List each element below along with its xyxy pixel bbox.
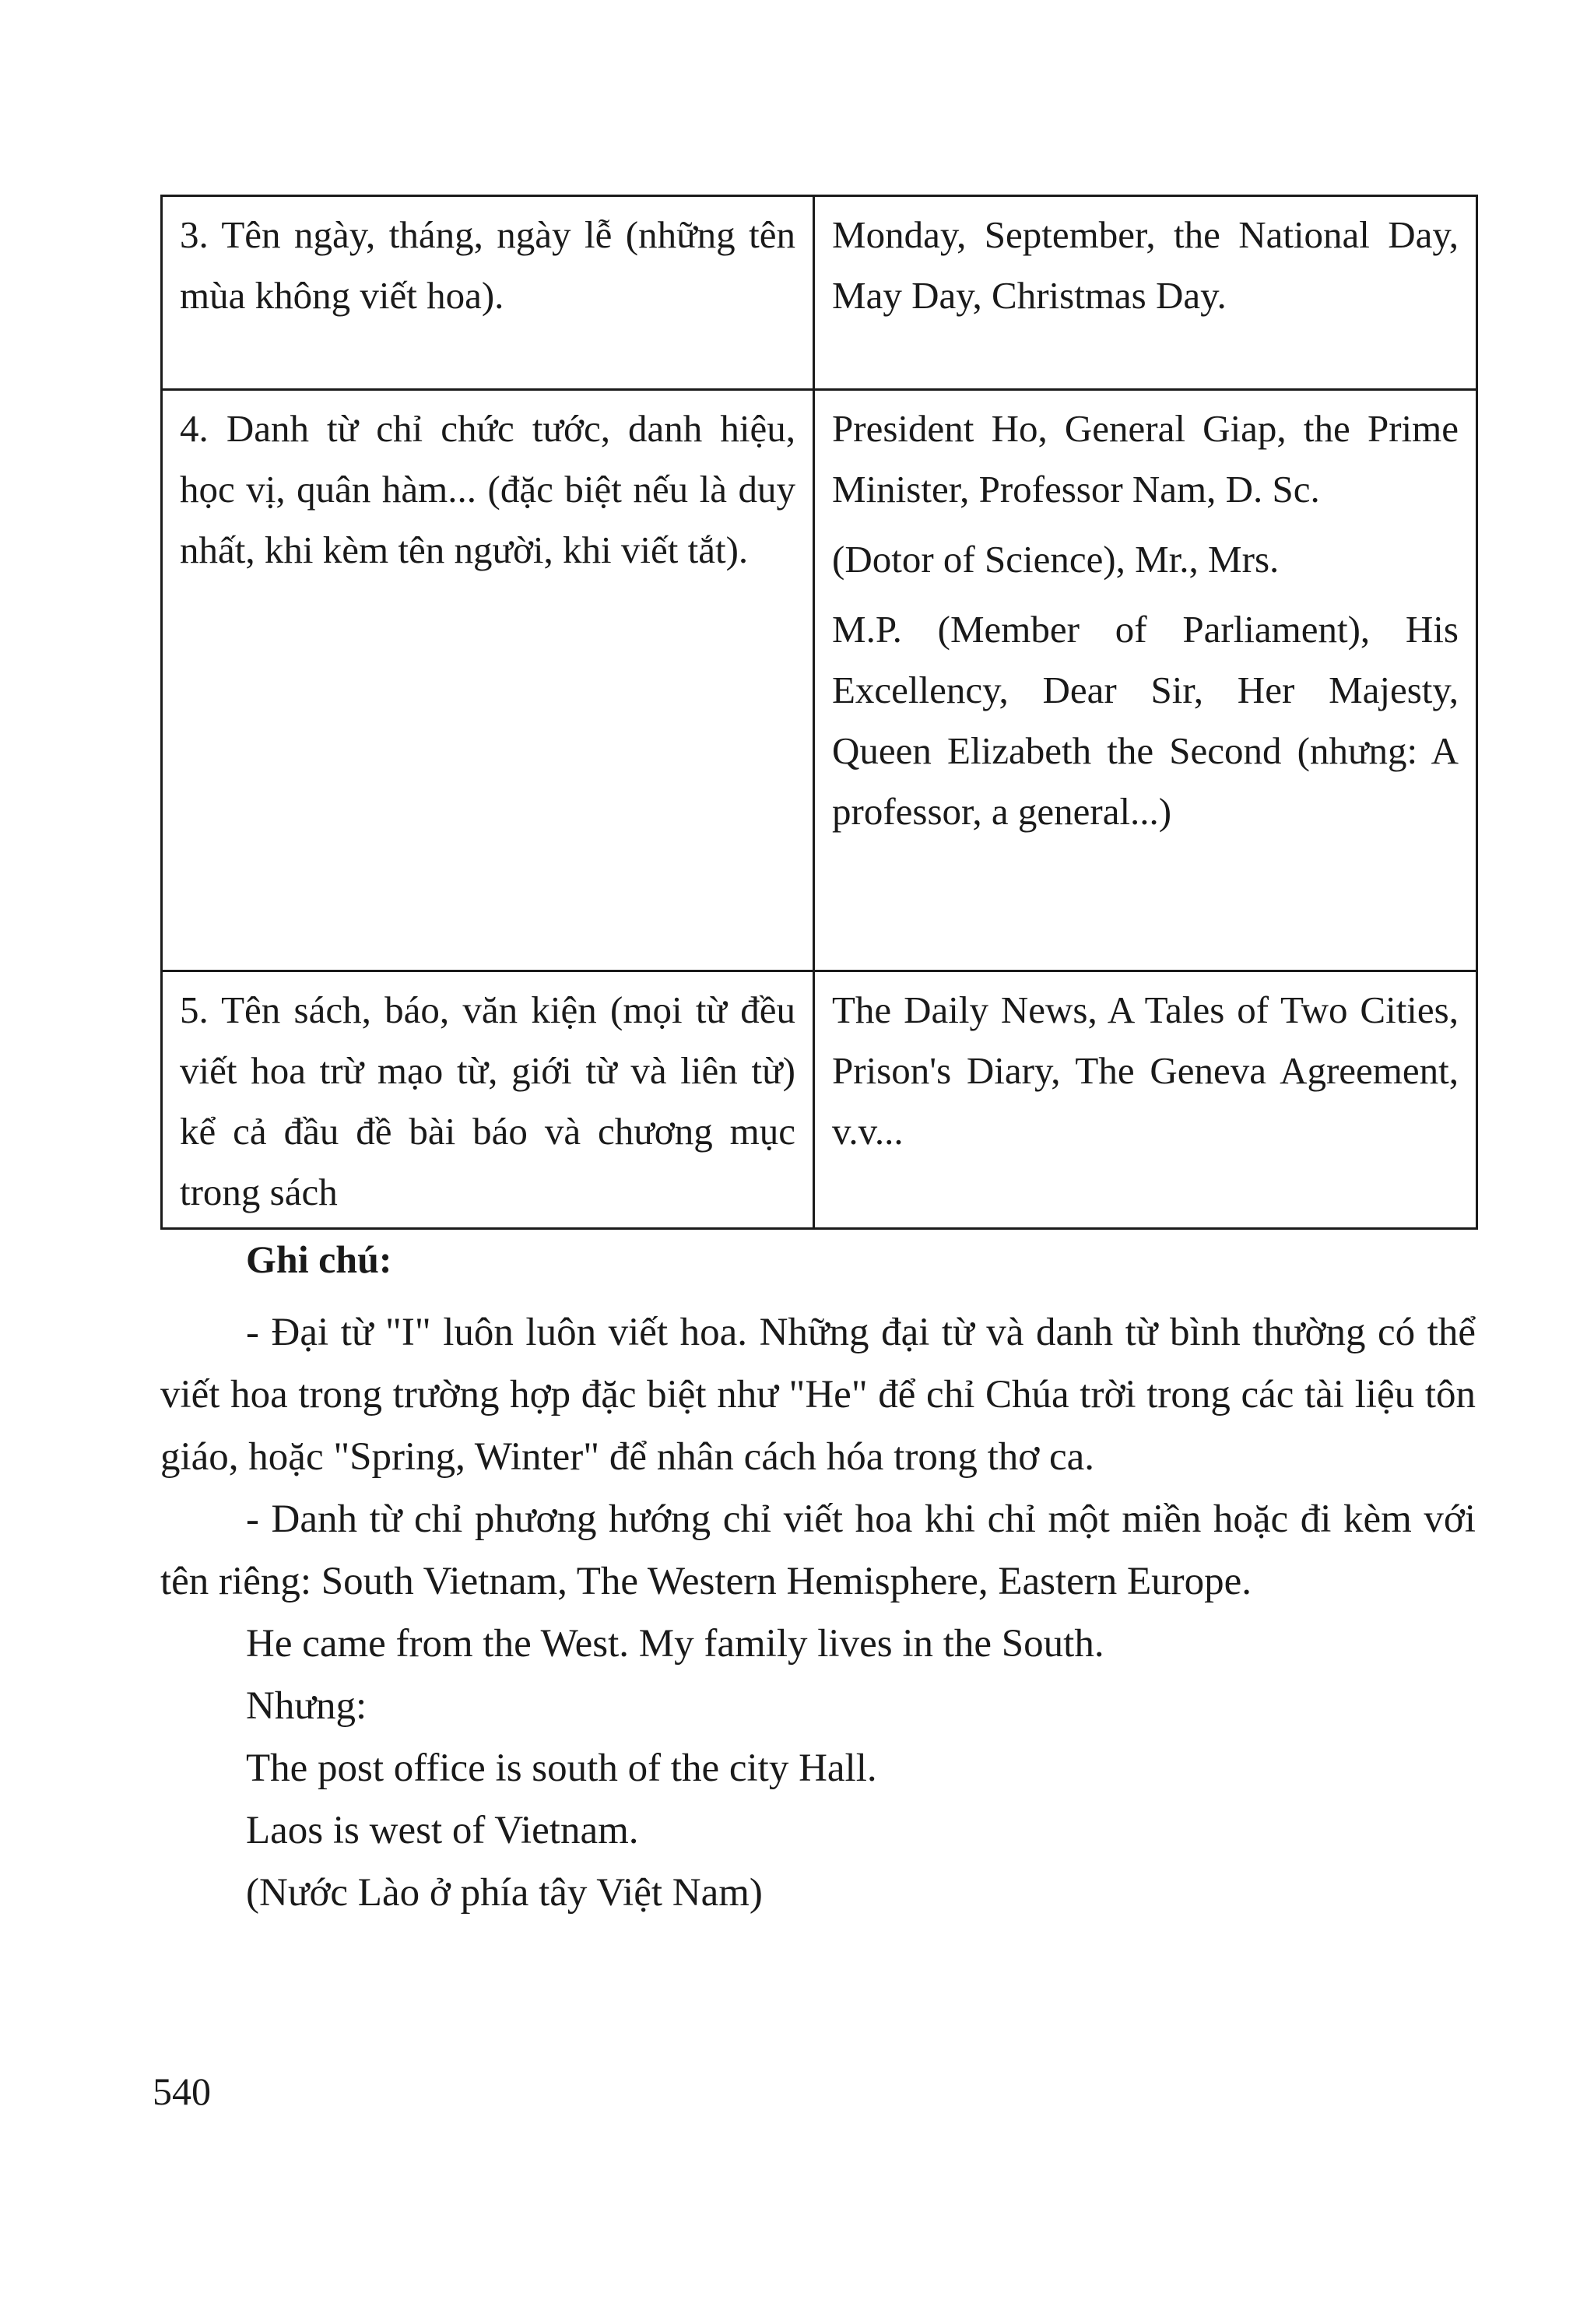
capitalization-rules-table [160,195,1478,1230]
rule-example: Monday, September, the National Day, May Day, Christmas Day. [832,213,1459,317]
rule-description: 3. Tên ngày, tháng, ngày lễ (những tên mùa không viết hoa). [180,213,795,317]
rule-description-cell [162,390,814,971]
rule-example-cell [814,196,1477,390]
example-sentence: (Nước Lào ở phía tây Việt Nam) [246,1871,763,1915]
note-paragraph: - Danh từ chỉ phương hướng chỉ viết hoa khi chỉ một miền hoặc đi kèm với tên riêng: South Vietnam, The Western Hemisphere, Eastern Europe. [160,1497,1476,1603]
rule-description: 5. Tên sách, báo, văn kiện (mọi từ đều viết hoa trừ mạo từ, giới từ và liên từ) kể cả đầu đề bài báo và chương mục trong sách [180,988,795,1213]
example-sentence: He came from the West. My family lives in the South. [246,1622,1104,1666]
rule-description: 4. Danh từ chỉ chức tước, danh hiệu, học vị, quân hàm... (đặc biệt nếu là duy nhất, khi kèm tên người, khi viết tắt). [180,407,795,571]
notes-section [160,1228,1476,1924]
rule-example: (Dotor of Science), Mr., Mrs. [832,538,1280,581]
example-sentence: The post office is south of the city Hall. [246,1747,877,1790]
rule-example: M.P. (Member of Parliament), His Excellency, Dear Sir, Her Majesty, Queen Elizabeth the Second (nhưng: A professor, a general...) [832,608,1459,833]
note-paragraph: - Đại từ "I" luôn luôn viết hoa. Những đại từ và danh từ bình thường có thể viết hoa trong trường hợp đặc biệt như "He" để chỉ Chúa trời trong các tài liệu tôn giáo, hoặc "Spring, Winter" để nhân cách hóa trong thơ ca. [160,1311,1476,1479]
page-number: 540 [153,2069,211,2113]
example-sentence: Laos is west of Vietnam. [246,1809,639,1852]
notes-title: Ghi chú: [246,1237,392,1281]
rule-example-cell [814,390,1477,971]
rule-description-cell [162,196,814,390]
table-row [162,971,1477,1229]
table-row [162,196,1477,390]
rule-example: The Daily News, A Tales of Two Cities, Prison's Diary, The Geneva Agreement, v.v... [832,988,1459,1153]
table-row [162,390,1477,971]
rule-description-cell [162,971,814,1229]
example-sentence: Nhưng: [246,1684,367,1728]
rule-example: President Ho, General Giap, the Prime Minister, Professor Nam, D. Sc. [832,407,1459,511]
rule-example-cell [814,971,1477,1229]
